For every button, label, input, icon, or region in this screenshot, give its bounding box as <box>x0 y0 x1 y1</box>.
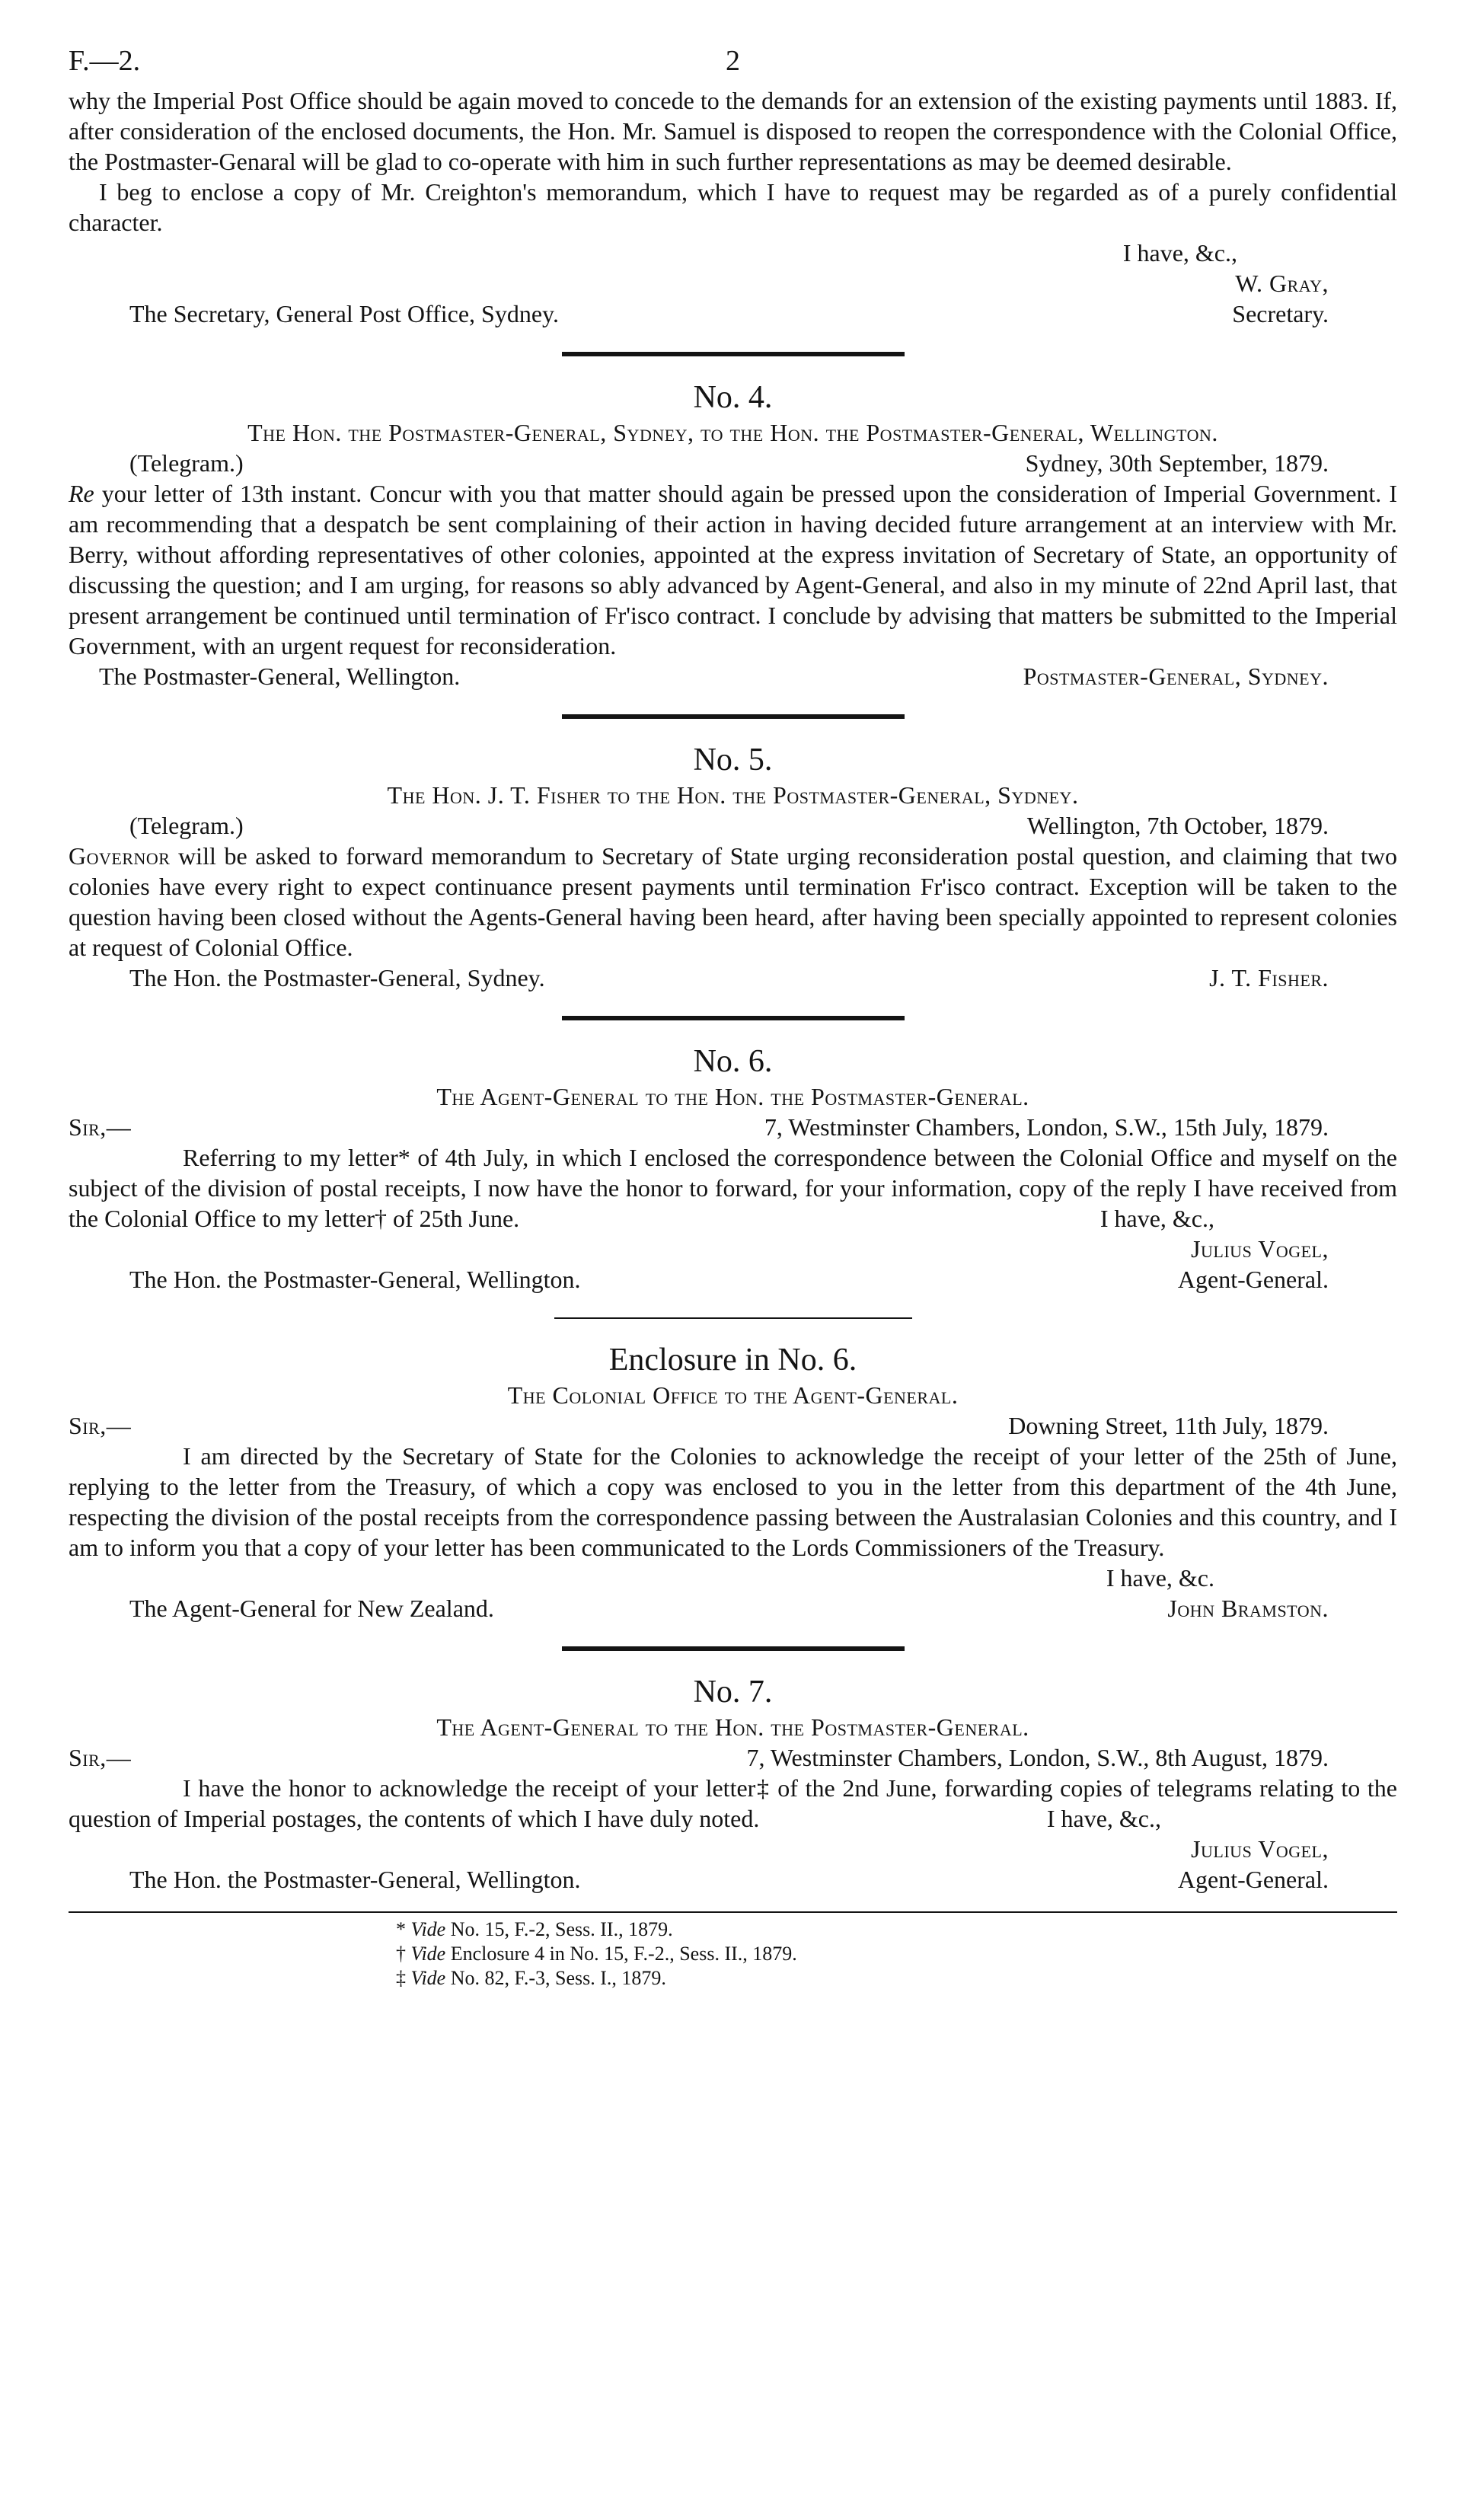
enc6-place-date: Downing Street, 11th July, 1879. <box>1008 1412 1329 1439</box>
enc6-closing: I have, &c. <box>1106 1564 1214 1592</box>
no6-address-row <box>69 1264 1397 1295</box>
enc6-addressee: The Agent-General for New Zealand. <box>129 1595 494 1622</box>
no6-heading: No. 6. <box>693 1044 773 1079</box>
no6-addressee: The Hon. the Postmaster-General, Wellington. <box>129 1266 581 1293</box>
no6-place-date: 7, Westminster Chambers, London, S.W., 15th July, 1879. <box>764 1113 1329 1141</box>
enc6-heading: Enclosure in No. 6. <box>608 1343 857 1378</box>
paper-reference: F.—2. <box>69 45 141 77</box>
no7-meta-row <box>69 1742 1397 1773</box>
no7-from-to: The Agent-General to the Hon. the Postmaster-General. <box>436 1713 1029 1741</box>
page-header <box>69 46 1397 85</box>
no4-body-lead: Re <box>69 480 94 507</box>
no7-body: I have the honor to acknowledge the receipt of your letter‡ of the 2nd June, forwarding copies of telegrams relating to the question of Imperial postages, the contents of which I have duly noted. <box>69 1774 1397 1832</box>
no4-signature: Postmaster-General, Sydney. <box>1023 663 1329 690</box>
no4-body-text: your letter of 13th instant. Concur with you that matter should again be pressed upon the consideration of Imperial Government. I am recommending that a despatch be sent complaining of their action in having decided future arrangement at an interview with Mr. Berry, without affording representatives of other colonies, appointed at the express invitation of Secretary of State, an opportunity of discussing the question; and I am urging, for reasons so ably advanced by Agent-General, and also in my minute of 22nd April last, that present arrangement be continued until termination of Fr'isco contract. I conclude by advising that matters be submitted to the Imperial Government, with an urgent request for reconsideration. <box>69 480 1397 659</box>
no4-type: (Telegram.) <box>129 449 244 477</box>
footnote-vide: Vide <box>410 1918 446 1940</box>
footnote <box>396 1917 1397 1942</box>
no4-place-date: Sydney, 30th September, 1879. <box>1025 449 1329 477</box>
footnote-mark: ‡ <box>396 1967 406 1989</box>
intro-closing: I have, &c., <box>1122 239 1237 267</box>
intro-paragraph-2: I beg to enclose a copy of Mr. Creighton's memorandum, which I have to request may be regarded as of a purely confidential character. <box>69 178 1397 236</box>
intro-signature-name: W. Gray, <box>1235 270 1329 297</box>
no5-body-text: will be asked to forward memorandum to Secretary of State urging reconsideration postal question, and claiming that two colonies have every right to expect continuance present payments until termination Fr'isco contract. Exception will be taken to the question having been closed without the Agents-General having been heard, after having been specially appointed to represent colonies at request of Colonial Office. <box>69 842 1397 961</box>
footnote-text: No. 15, F.-2, Sess. II., 1879. <box>445 1918 673 1940</box>
no5-signature: J. T. Fisher. <box>1209 964 1329 991</box>
enc6-address-row <box>69 1593 1397 1624</box>
no7-closing: I have, &c., <box>1046 1805 1161 1832</box>
enc6-salutation: Sir,— <box>69 1412 132 1439</box>
no4-address-row <box>69 661 1397 691</box>
document-page <box>69 46 1397 1991</box>
no7-signature: Julius Vogel, <box>1191 1835 1329 1863</box>
footnote-text: Enclosure 4 in No. 15, F.-2., Sess. II., 1879. <box>445 1943 797 1965</box>
no7-heading: No. 7. <box>693 1675 773 1710</box>
intro-paragraph-1: why the Imperial Post Office should be again moved to concede to the demands for an extension of the existing payments until 1883. If, after consideration of the enclosed documents, the Hon. Mr. Samuel is disposed to reopen the correspondence with the Colonial Office, the Postmaster-Genaral will be glad to co-operate with him in such further representations as may be deemed desirable. <box>69 87 1397 175</box>
document-no-6 <box>69 1042 1397 1295</box>
no5-body <box>69 841 1397 963</box>
no7-address-row <box>69 1864 1397 1895</box>
no6-closing: I have, &c., <box>1099 1205 1214 1232</box>
footnote-vide: Vide <box>410 1943 446 1965</box>
no7-signature-block <box>69 1834 1397 1864</box>
enclosure-no-6 <box>69 1340 1397 1624</box>
no5-from-to: The Hon. J. T. Fisher to the Hon. the Postmaster-General, Sydney. <box>387 781 1079 809</box>
no5-addressee: The Hon. the Postmaster-General, Sydney. <box>129 964 545 991</box>
footnote-mark: * <box>396 1918 406 1940</box>
enc6-from-to: The Colonial Office to the Agent-General. <box>507 1381 959 1409</box>
no5-place-date: Wellington, 7th October, 1879. <box>1026 812 1329 839</box>
no6-signature-block <box>69 1234 1397 1264</box>
footnote <box>396 1942 1397 1966</box>
no5-meta-row <box>69 810 1397 841</box>
section-divider-thin <box>554 1317 912 1319</box>
document-no-4 <box>69 378 1397 691</box>
footnote-text: No. 82, F.-3, Sess. I., 1879. <box>445 1967 666 1989</box>
footnote-vide: Vide <box>410 1967 446 1989</box>
intro-address-row <box>69 299 1397 329</box>
no4-meta-row <box>69 448 1397 478</box>
no6-from-to: The Agent-General to the Hon. the Postmaster-General. <box>436 1083 1029 1110</box>
section-divider <box>562 1016 905 1020</box>
intro-addressee: The Secretary, General Post Office, Sydney. <box>129 300 559 327</box>
enc6-body: I am directed by the Secretary of State for the Colonies to acknowledge the receipt of your letter of the 25th of June, replying to the letter from the Treasury, of which a copy was enclosed to you in the letter from this department of the 4th June, respecting the division of the postal receipts from the correspondence passing between the Australasian Colonies and this country, and I am to inform you that a copy of your letter has been communicated to the Lords Commissioners of the Treasury. <box>69 1442 1397 1561</box>
footnote-mark: † <box>396 1943 406 1965</box>
no7-salutation: Sir,— <box>69 1744 132 1771</box>
no5-heading: No. 5. <box>693 742 773 777</box>
no5-type: (Telegram.) <box>129 812 244 839</box>
no6-meta-row <box>69 1112 1397 1142</box>
section-divider <box>562 1646 905 1651</box>
no7-signature-title: Agent-General. <box>1177 1866 1329 1893</box>
no7-place-date: 7, Westminster Chambers, London, S.W., 8th August, 1879. <box>746 1744 1329 1771</box>
intro-signature <box>69 268 1397 299</box>
enc6-signature: John Bramston. <box>1167 1595 1329 1622</box>
intro-letter-continuation <box>69 85 1397 329</box>
no6-salutation: Sir,— <box>69 1113 132 1141</box>
document-no-5 <box>69 740 1397 993</box>
section-divider <box>562 714 905 719</box>
footnotes <box>69 1911 1397 1991</box>
no4-from-to: The Hon. the Postmaster-General, Sydney, to the Hon. the Postmaster-General, Wellington. <box>247 419 1218 446</box>
enc6-meta-row <box>69 1410 1397 1441</box>
document-no-7 <box>69 1672 1397 1895</box>
no6-signature-title: Agent-General. <box>1177 1266 1329 1293</box>
page-number: 2 <box>726 45 740 77</box>
no7-addressee: The Hon. the Postmaster-General, Wellington. <box>129 1866 581 1893</box>
no6-signature: Julius Vogel, <box>1191 1235 1329 1263</box>
intro-signature-title: Secretary. <box>1232 300 1329 327</box>
no5-body-lead: Governor <box>69 842 171 870</box>
footnote <box>396 1966 1397 1991</box>
no4-heading: No. 4. <box>693 380 773 415</box>
no4-body <box>69 478 1397 661</box>
no5-address-row <box>69 963 1397 993</box>
no6-body: Referring to my letter* of 4th July, in which I enclosed the correspondence between the Colonial Office and myself on the subject of the division of postal receipts, I now have the honor to forward, for your information, copy of the reply I have received from the Colonial Office to my letter† of 25th June. <box>69 1144 1397 1232</box>
section-divider <box>562 352 905 356</box>
no4-addressee: The Postmaster-General, Wellington. <box>99 663 461 690</box>
